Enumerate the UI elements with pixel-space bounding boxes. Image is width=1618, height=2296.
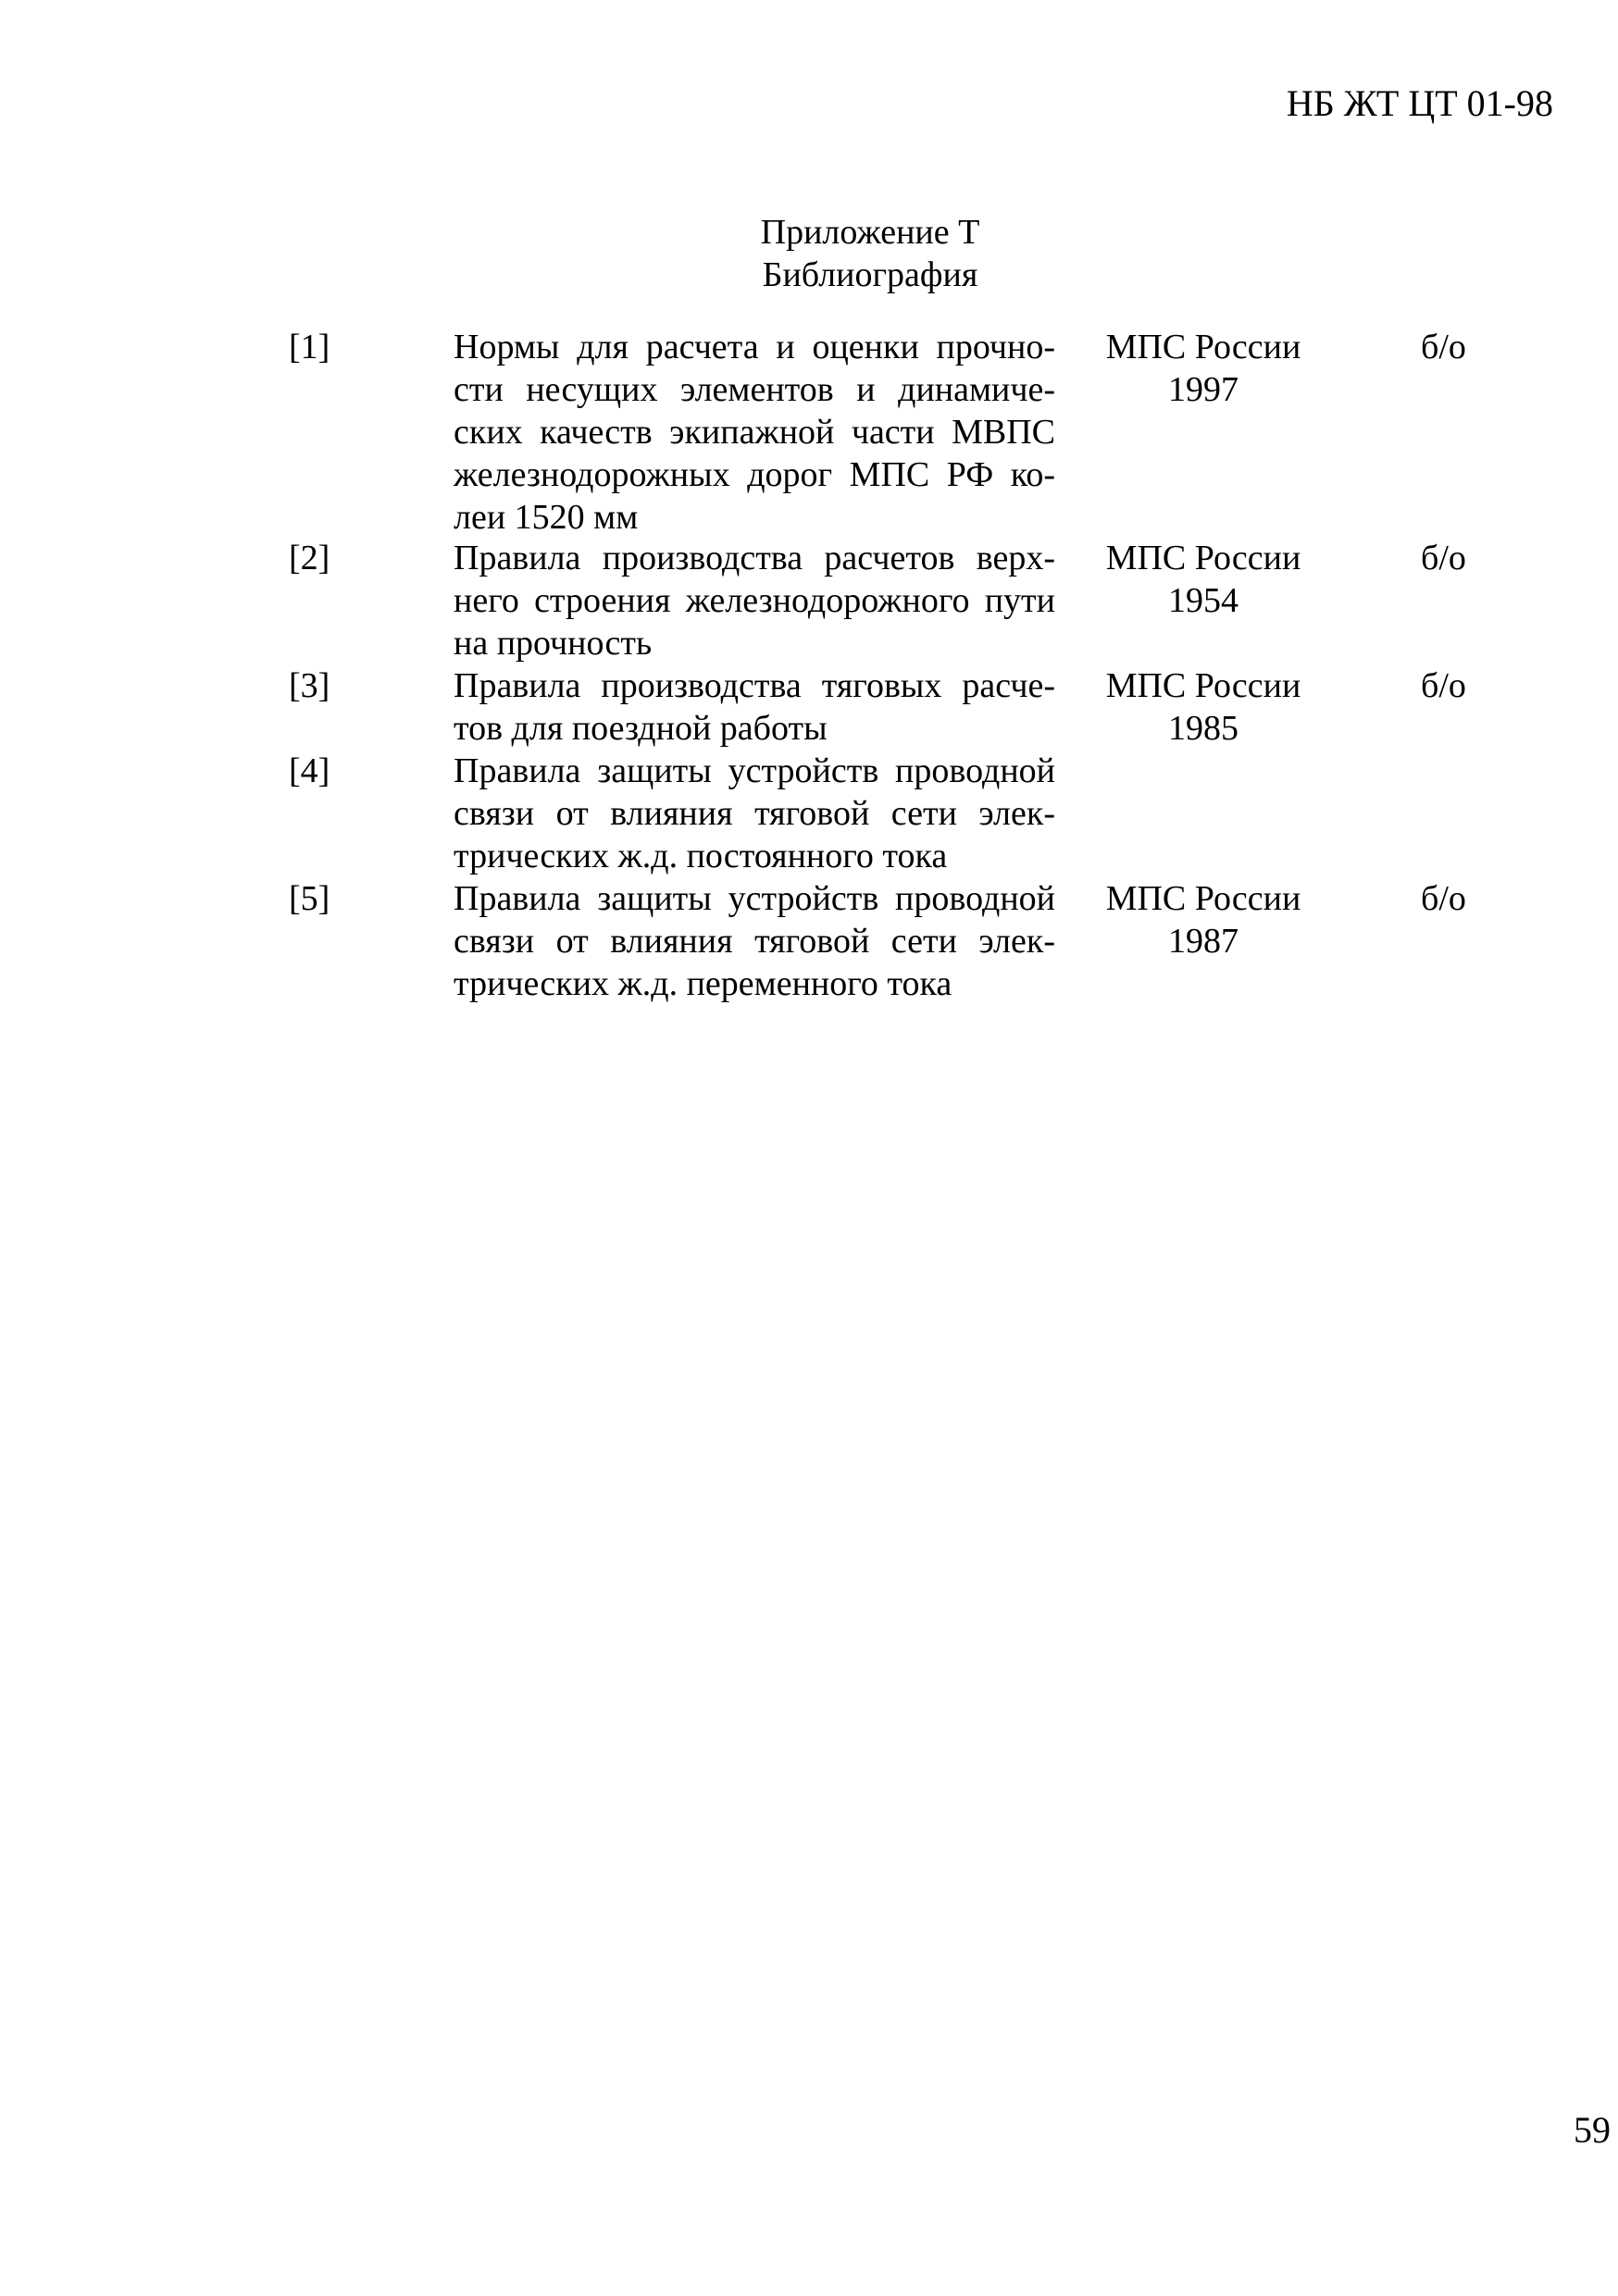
reference-title-line: Нормы для расчета и оценки прочно- (454, 328, 1055, 366)
reference-year: 1985 (1168, 709, 1238, 748)
reference-title-line: тов для поездной работы (454, 709, 828, 748)
reference-publisher: МПС России (1105, 328, 1301, 366)
reference-note: б/о (1421, 328, 1466, 366)
reference-number: [4] (289, 751, 330, 790)
reference-title-line: на прочность (454, 624, 653, 663)
reference-title-line: связи от влияния тяговой сети элек- (454, 922, 1055, 961)
reference-title (454, 750, 1055, 877)
reference-title-line: леи 1520 мм (454, 498, 639, 537)
page-number: 59 (1574, 2112, 1611, 2149)
reference-number: [2] (289, 539, 330, 577)
reference-title-line: Правила защиты устройств проводной (454, 751, 1055, 790)
reference-publisher: МПС России (1105, 539, 1301, 577)
reference-number: [1] (289, 328, 330, 366)
reference-title (454, 537, 1055, 664)
reference-title-line: него строения железнодорожного пути (454, 581, 1055, 620)
reference-title (454, 326, 1055, 539)
reference-title-line: Правила производства расчетов верх- (454, 539, 1055, 577)
reference-note: б/о (1421, 666, 1466, 705)
document-code: НБ ЖТ ЦТ 01-98 (1286, 82, 1553, 124)
reference-title-line: Правила производства тяговых расче- (454, 666, 1055, 705)
reference-number: [3] (289, 666, 330, 705)
reference-year: 1997 (1168, 370, 1238, 409)
reference-title-line: сти несущих элементов и динамиче- (454, 370, 1055, 409)
reference-note: б/о (1421, 879, 1466, 918)
reference-title-line: железнодорожных дорог МПС РФ ко- (454, 455, 1055, 494)
reference-title-line: трических ж.д. переменного тока (454, 964, 952, 1003)
reference-year: 1987 (1168, 922, 1238, 961)
reference-note: б/о (1421, 539, 1466, 577)
reference-year: 1954 (1168, 581, 1238, 620)
appendix-label: Приложение Т (760, 213, 980, 252)
reference-publisher: МПС России (1105, 879, 1301, 918)
reference-publisher: МПС России (1105, 666, 1301, 705)
bibliography-list (0, 0, 1618, 1111)
reference-title-line: трических ж.д. постоянного тока (454, 837, 948, 875)
reference-title-line: Правила защиты устройств проводной (454, 879, 1055, 918)
reference-title-line: ских качеств экипажной части МВПС (454, 413, 1055, 452)
reference-title (454, 664, 1055, 750)
reference-title-line: связи от влияния тяговой сети элек- (454, 794, 1055, 833)
reference-title (454, 877, 1055, 1005)
reference-number: [5] (289, 879, 330, 918)
section-title: Библиография (762, 255, 978, 294)
